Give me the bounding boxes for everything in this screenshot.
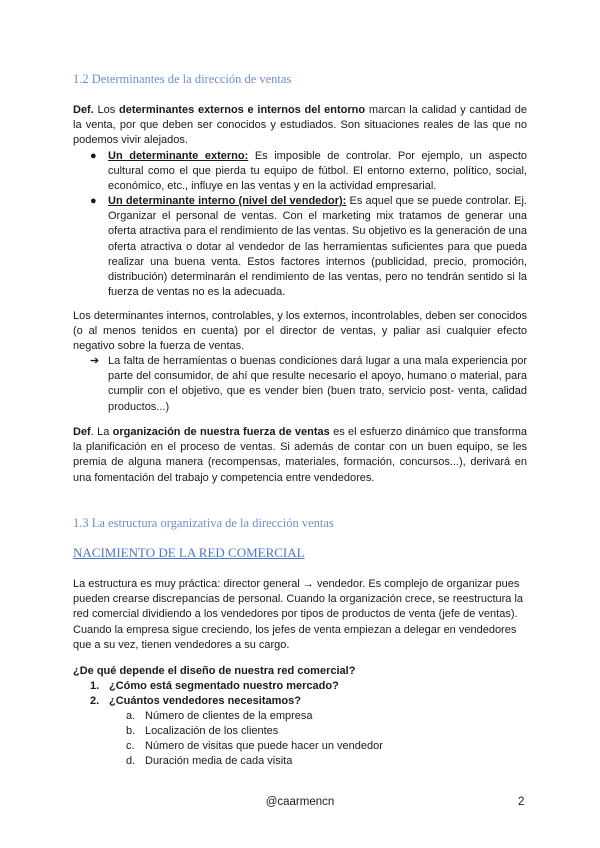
paragraph-structure: La estructura es muy práctica: director general → vendedor. Es complejo de organizar pues pueden crearse discrepancias de personal. Cuando la organización crece, se reestructura la red comercial dividiendo a los vendedores por tipos de productos de venta (jefe de ventas). Cuando la empresa sigue creciendo, los jefes de venta empiezan a delegar en vendedores que a su vez, tienen vendedores a su cargo. — [73, 578, 524, 651]
list-letter: a. — [126, 710, 136, 722]
bullet-description: Es aquel que se puede controlar. Ej. Organizar el personal de ventas. Con el marketing mix tratamos de generar una oferta atractiva para el rendimiento de las ventas. Su objetivo es la generación de una oferta atractiva o dotar al vendedor de las herramientas suficientes para que pueda realizar una buena venta. Estos factores internos (publicidad, precio, promoción, distribución) determinarán el rendimiento de las ventas, pero no tendrán sentido si la fuerza de ventas no es la adecuada. — [108, 195, 527, 299]
def-bold-term: determinantes externos e internos del entorno — [119, 104, 366, 116]
bullet-term: Un determinante externo: — [108, 150, 249, 162]
def-text-2: marcan la calidad y cantidad de la venta, por que deben ser conocidos y estudiados. Son situaciones reales de las que no podemos vivir alejados. — [73, 104, 528, 147]
list-letter: d. — [126, 755, 136, 767]
list-item-text: Localización de los clientes — [145, 725, 279, 737]
page-number: 2 — [518, 796, 525, 808]
bullet-dot-icon: ● — [90, 195, 97, 207]
def-text-1: . La — [90, 426, 113, 438]
footer-author: @caarmencn — [265, 796, 335, 808]
list-number: 1. — [90, 680, 100, 692]
bullet-term: Un determinante interno (nivel del vendedor): — [108, 195, 347, 207]
def-bold-term: organización de nuestra fuerza de ventas — [112, 426, 330, 438]
bullet-description: Es imposible de controlar. Por ejemplo, un aspecto cultural como el que pierda tu equipo de fútbol. El entorno externo, político, social, económico, etc., influye en las ventas y en la actividad empresarial. — [108, 150, 527, 193]
list-item-text: Número de visitas que puede hacer un vendedor — [145, 740, 383, 752]
arrow-right-icon: ➔ — [90, 355, 100, 367]
subheading-red-comercial: NACIMIENTO DE LA RED COMERCIAL — [73, 545, 305, 560]
def-text-2: es el esfuerzo dinámico que transforma la planificación en el proceso de ventas. Si además de contar con un buen equipo, se les premia de alguna manera (recompensas, materiales, formación, concursos...), derivará en una fomentación del trabajo y competencia entre vendedores. — [73, 426, 527, 484]
list-letter: b. — [126, 725, 136, 737]
def-label: Def. — [73, 104, 94, 116]
arrow-item-text: La falta de herramientas o buenas condiciones dará lugar a una mala experiencia por parte del consumidor, de ahí que resulte necesario el apoyo, humano o material, para cumplir con el objetivo, que es vender bien (buen trato, servicio post- venta, calidad productos...) — [108, 355, 527, 413]
section-heading-1-2: 1.2 Determinantes de la dirección de ventas — [73, 72, 292, 86]
def-text-1: Los — [93, 104, 120, 116]
list-item-text: ¿Cuántos vendedores necesitamos? — [109, 695, 301, 707]
list-letter: c. — [126, 740, 135, 752]
list-item-text: ¿Cómo está segmentado nuestro mercado? — [109, 680, 339, 692]
question-heading: ¿De qué depende el diseño de nuestra red comercial? — [73, 665, 356, 677]
bullet-dot-icon: ● — [90, 150, 97, 162]
def-label: Def — [73, 426, 91, 438]
list-item-text: Número de clientes de la empresa — [145, 710, 313, 722]
definition-paragraph-2 — [73, 425, 527, 486]
bullet-text — [108, 149, 527, 195]
paragraph-determinants: Los determinantes internos, controlables, y los externos, incontrolables, deben ser conocidos (o al menos tenidos en cuenta) por el director de ventas, y paliar así cualquier efecto negativo sobre la fuerza de ventas. — [73, 310, 527, 353]
list-item-text: Duración media de cada visita — [145, 755, 293, 767]
definition-paragraph-1 — [73, 103, 527, 149]
section-heading-1-3: 1.3 La estructura organizativa de la dirección ventas — [73, 516, 334, 530]
bullet-text — [108, 194, 527, 300]
list-number: 2. — [90, 695, 100, 707]
